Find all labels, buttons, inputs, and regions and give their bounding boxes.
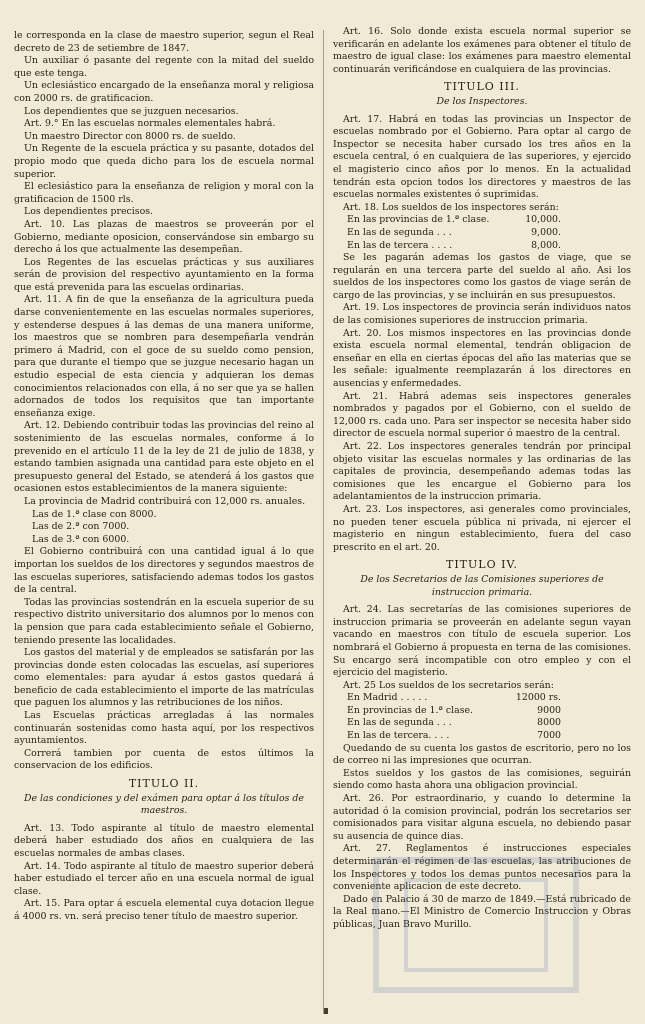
paragraph: Quedando de su cuenta los gastos de escritorio, pero no los de correo ni las impresiones que ocurran. [333,742,631,767]
paragraph: Art. 25 Los sueldos de los secretarios serán: [343,679,554,691]
class-line: Las de 2.ª con 7000. [32,521,130,533]
section-title: TITULO III. [444,80,520,94]
paragraph: Art. 16. Solo donde exista escuela normal superior se verificarán en adelante los exámenes para obtener el título de maestro de igual clase: los exámenes para maestro elemental continuarán verificándose en cualquiera de las provincias. [333,26,631,75]
paragraph: Art. 17. Habrá en todas las provincias un Inspector de escuelas nombrado por el Gobierno. Para optar al cargo de Inspector se necesita haber cursado los tres años en la escuela central, ó en cualquiera de las superiores, y ejercido el magisterio cinco años por lo menos. En la actualidad tendrán esta opcion todos los directores y maestros de las escuelas normales existentes ó suprimidas. [333,113,631,201]
paragraph: Un maestro Director con 8000 rs. de sueldo. [24,130,236,142]
paragraph: Art. 18. Los sueldos de los inspectores serán: [343,201,559,213]
secretary-salary-row: En las de tercera. . . . 7000 [347,730,561,742]
paragraph: Las Escuelas prácticas arregladas á las normales continuarán sostenidas como hasta aquí, por los respectivos ayuntamientos. [14,710,314,747]
paragraph: Art. 12. Debiendo contribuir todas las provincias del reino al sostenimiento de las escuelas normales, conforme á lo prevenido en el artículo 11 de la ley de 21 de julio de 1838, y estando tambien asignada una cantidad para este objeto en el presupuesto general del Estado, se atenderá á los gastos que ocasionen estos establecimientos de la manera siguiente: [14,420,314,495]
paragraph: Todas las provincias sostendrán en la escuela superior de su respectivo distrito universitario dos alumnos por lo menos con la pension que para cada establecimiento señale el Gobierno, teniendo presente las localidades. [14,596,314,646]
column-divider [323,30,324,1014]
paragraph: Se les pagarán ademas los gastos de viage, que se regularán en una tercera parte del sueldo al año. Asi los sueldos de los inspectores como los gastos de viage serán de cargo de las provincias, y se incluirán en sus presupuestos. [333,252,631,301]
paragraph: Correrá tambien por cuenta de estos últimos la conservacion de los edificios. [14,747,314,772]
paragraph: Art. 14. Todo aspirante al título de maestro superior deberá haber estudiado el tercer año en una escuela normal de igual clase. [14,860,314,897]
paragraph: La provincia de Madrid contribuirá con 12,000 rs. anuales. [24,495,306,507]
paragraph: Un Regente de la escuela práctica y su pasante, dotados del propio modo que queda dicho para los de escuela normal superior. [14,143,314,180]
section-title: TITULO II. [128,777,200,791]
left-column [14,30,314,924]
salary-row: En las de tercera . . . . 8,000. [347,239,561,251]
right-column [333,26,631,932]
class-line: Las de 3.ª con 6000. [32,533,130,545]
paragraph: Art. 27. Reglamentos é instrucciones especiales determinarán el régimen de las escuelas, las atribuciones de los Inspectores y todos los demas puntos necesarios para la conveniente aplicacion de este decreto. [333,843,631,893]
paragraph: le corresponda en la clase de maestro superior, segun el Real decreto de 23 de setiembre de 1847. [14,30,314,54]
paragraph: Un auxiliar ó pasante del regente con la mitad del sueldo que este tenga. [14,55,314,79]
library-watermark-stamp [356,850,596,1000]
paragraph: Art. 21. Habrá ademas seis inspectores generales nombrados y pagados por el Gobierno, con el sueldo de 12,000 rs. cada uno. Para ser inspector se necesita haber sido director de escuela normal superior ó maestro de la central. [333,390,631,440]
secretary-salary-row: En Madrid . . . . . 12000 rs. [347,692,561,704]
page-mark [324,1008,328,1014]
paragraph: Los Regentes de las escuelas prácticas y sus auxiliares serán de provision del respectivo ayuntamiento en la forma que está prevenida para las escuelas ordinarias. [14,256,314,293]
paragraph: Art. 19. Los inspectores de provincia serán individuos natos de las comisiones superiores de instruccion primaria. [333,302,631,327]
class-line: Las de 1.ª clase con 8000. [32,508,157,520]
paragraph: Art. 10. Las plazas de maestros se proveerán por el Gobierno, mediante oposicion, conservándose sin embargo su derecho á los que actualmente las desempeñan. [14,218,314,256]
section-title: TITULO IV. [446,558,518,572]
paragraph: Art. 15. Para optar á escuela elemental cuya dotacion llegue á 4000 rs. vn. será preciso tener título de maestro superior. [14,898,314,922]
paragraph: El eclesiástico para la enseñanza de religion y moral con la gratificacion de 1500 rls. [14,181,314,205]
paragraph: Art. 22. Los inspectores generales tendrán por principal objeto visitar las escuelas normales y las ordinarias de las capitales de provincia, desempeñando ademas todas las comisiones que les encargue el Gobierno para los adelantamientos de la instruccion primaria. [333,441,631,503]
salary-row: En las provincias de 1.ª clase. 10,000. [347,214,561,226]
paragraph: Un eclesiástico encargado de la enseñanza moral y religiosa con 2000 rs. de gratificacion. [14,80,314,104]
signature-paragraph: Dado en Palacio á 30 de marzo de 1849.—Está rubricado de la Real mano.—El Ministro de Comercio Instruccion y Obras públicas, Juan Bravo Murillo. [333,893,631,930]
paragraph: Art. 11. A fin de que la enseñanza de la agricultura pueda darse convenientemente en las escuelas normales superiores, y estenderse despues á las demas de una manera uniforme, los maestros que se nombren para desempeñarla vendrán primero á Madrid, con el goce de su sueldo como pension, para que durante el tiempo que se juzgue necesario hagan un estudio especial de esta ciencia y adquieran los demas conocimientos relacionados con ella, á no ser que ya se hallen adornados de todos los requisitos que tan importante enseñanza exige. [14,294,314,419]
paragraph: El Gobierno contribuirá con una cantidad igual á lo que importan los sueldos de los directores y segundos maestros de las escuelas superiores, satisfaciendo ademas todos los gastos de la central. [14,546,314,596]
paragraph: Los dependientes precisos. [24,206,154,218]
paragraph: Art. 23. Los inspectores, asi generales como provinciales, no pueden tener escuela pública ni privada, ni ejercer el magisterio en ningun establecimiento, fuera del caso prescrito en el art. 20. [333,503,631,553]
paragraph: Art. 24. Las secretarías de las comisiones superiores de instruccion primaria se proveerán en adelante segun vayan vacando en maestros con título de escuela superior. Los nombrará el Gobierno á propuesta en terna de las comisiones. Su encargo será incompatible con otro empleo y con el ejercicio del magisterio. [333,604,631,679]
section-subtitle: De los Secretarios de las Comisiones superiores de instruccion primaria. [360,573,604,598]
paragraph: Los dependientes que se juzguen necesarios. [24,105,239,117]
secretary-salary-row: En provincias de 1.ª clase. 9000 [347,704,561,716]
salary-row: En las de segunda . . . 9,000. [347,226,561,238]
paragraph: Art. 20. Los mismos inspectores en las provincias donde exista escuela normal elemental, tendrán obligacion de enseñar en ella en ciertas épocas del año las materias que se les señale: igualmente reemplazarán á los directores en ausencias y enfermedades. [333,327,631,390]
paragraph: Estos sueldos y los gastos de las comisiones, seguirán siendo como hasta ahora una obligacion provincial. [333,767,631,792]
paragraph: Art. 9.° En las escuelas normales elementales habrá. [24,118,276,130]
paragraph: Los gastos del material y de empleados se satisfarán por las provincias donde esten colocadas las escuelas, así superiores como elementales: para ayudar á estos gastos quedará á beneficio de cada establecimiento el importe de las matrículas que paguen los alumnos y las retribuciones de los niños. [14,647,314,709]
paragraph: Art. 13. Todo aspirante al título de maestro elemental deberá haber estudiado dos años en cualquiera de las escuelas normales de ambas clases. [14,822,314,859]
section-subtitle: De los Inspectores. [436,95,528,107]
section-subtitle: De las condiciones y del exámen para optar á los títulos de maestros. [24,792,304,817]
paragraph: Art. 26. Por estraordinario, y cuando lo determine la autoridad ó la comision provincial, podrán los secretarios ser comisionados para visitar alguna escuela, no debiendo pasar su ausencia de quince dias. [333,793,631,842]
secretary-salary-row: En las de segunda . . . 8000 [347,717,561,729]
